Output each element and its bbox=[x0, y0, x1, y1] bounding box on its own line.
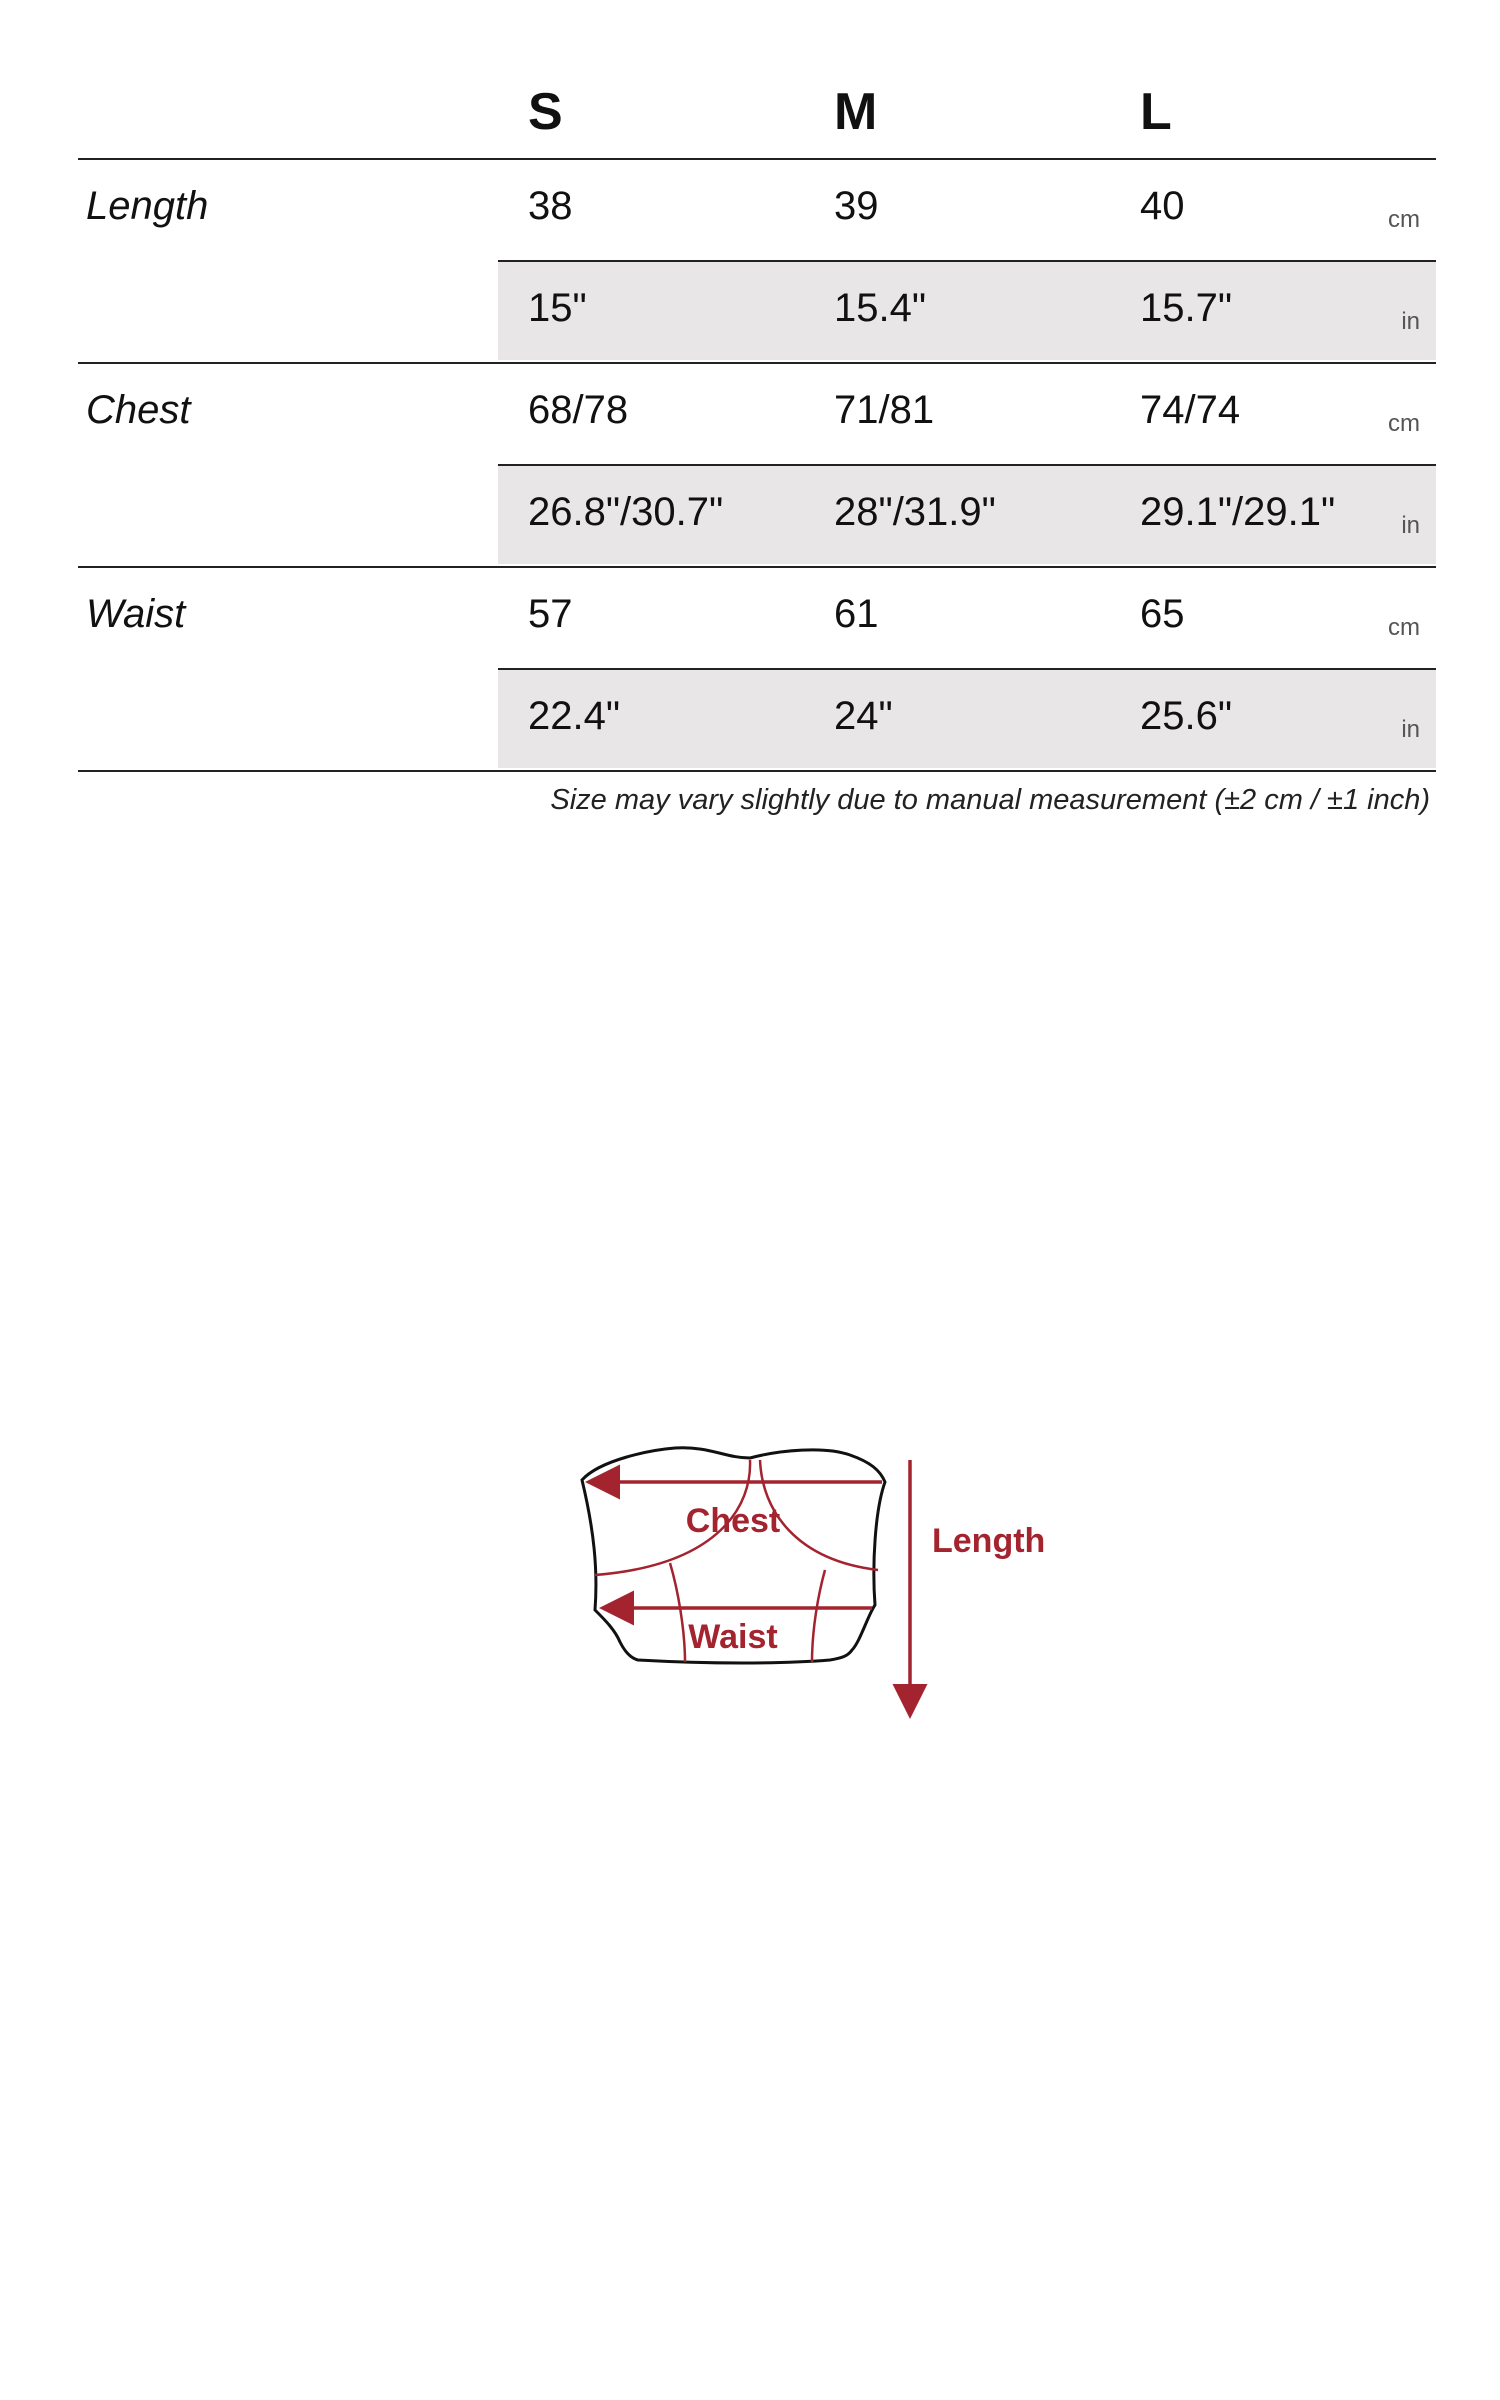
length-l-cm: 40 bbox=[1140, 184, 1185, 228]
length-l-in: 15.7" bbox=[1140, 286, 1233, 330]
unit-in: in bbox=[1401, 308, 1420, 335]
seam-line bbox=[812, 1570, 825, 1662]
chest-s-in: 26.8"/30.7" bbox=[528, 490, 724, 534]
row-label-waist: Waist bbox=[86, 592, 186, 636]
waist-s-cm: 57 bbox=[528, 592, 573, 636]
waist-label: Waist bbox=[688, 1618, 778, 1656]
row-label-chest: Chest bbox=[86, 388, 191, 432]
row-label-length: Length bbox=[86, 184, 209, 228]
length-label: Length bbox=[932, 1522, 1046, 1560]
chest-m-cm: 71/81 bbox=[834, 388, 935, 432]
chest-m-in: 28"/31.9" bbox=[834, 490, 996, 534]
unit-cm: cm bbox=[1388, 614, 1420, 641]
chest-l-cm: 74/74 bbox=[1140, 388, 1241, 432]
waist-m-in: 24" bbox=[834, 694, 893, 738]
inch-row-background bbox=[498, 670, 1436, 768]
length-s-cm: 38 bbox=[528, 184, 573, 228]
length-s-in: 15" bbox=[528, 286, 587, 330]
unit-in: in bbox=[1401, 716, 1420, 743]
waist-l-cm: 65 bbox=[1140, 592, 1185, 636]
waist-l-in: 25.6" bbox=[1140, 694, 1233, 738]
table-divider bbox=[78, 362, 1436, 364]
unit-in: in bbox=[1401, 512, 1420, 539]
chest-label: Chest bbox=[685, 1502, 781, 1540]
unit-cm: cm bbox=[1388, 206, 1420, 233]
table-divider bbox=[78, 158, 1436, 160]
size-header-l: L bbox=[1140, 83, 1172, 141]
length-m-in: 15.4" bbox=[834, 286, 927, 330]
inch-row-background bbox=[498, 262, 1436, 360]
table-divider bbox=[78, 566, 1436, 568]
chest-s-cm: 68/78 bbox=[528, 388, 629, 432]
waist-m-cm: 61 bbox=[834, 592, 879, 636]
size-header-s: S bbox=[528, 83, 563, 141]
waist-s-in: 22.4" bbox=[528, 694, 621, 738]
length-m-cm: 39 bbox=[834, 184, 879, 228]
measurement-note: Size may vary slightly due to manual measurement (±2 cm / ±1 inch) bbox=[550, 784, 1430, 816]
seam-line bbox=[670, 1563, 685, 1662]
table-divider bbox=[78, 770, 1436, 772]
size-header-m: M bbox=[834, 83, 878, 141]
unit-cm: cm bbox=[1388, 410, 1420, 437]
chest-l-in: 29.1"/29.1" bbox=[1140, 490, 1336, 534]
garment-measurement-diagram bbox=[560, 1420, 1120, 1740]
